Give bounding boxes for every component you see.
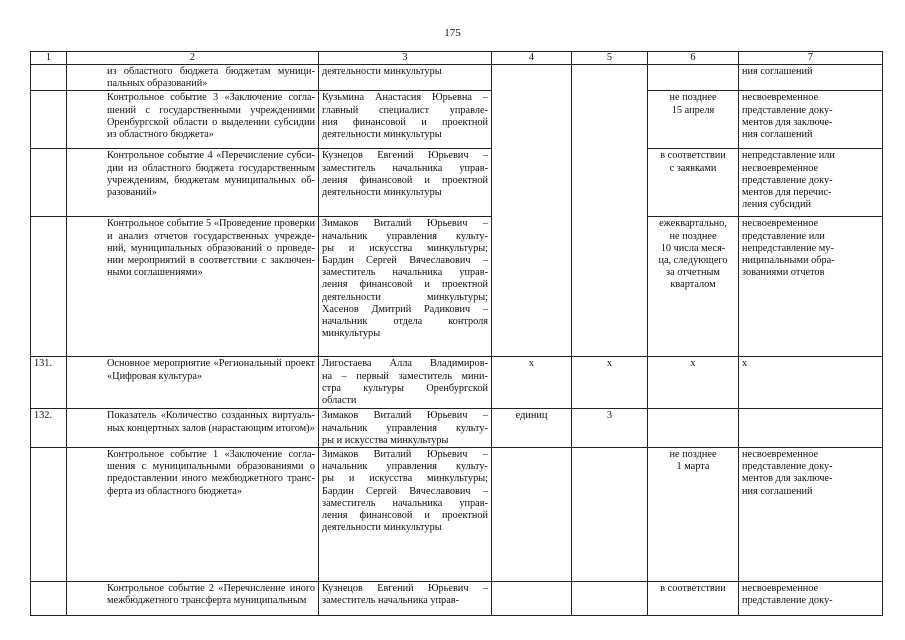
- risk-cell: [739, 448, 883, 582]
- activity-table: [30, 51, 883, 616]
- cell-line: ниципальными обра-: [742, 255, 835, 267]
- cell-line: представление доку-: [742, 595, 833, 607]
- cell-line: ления финансовой и проектной: [322, 174, 488, 186]
- cell-line: ния соглашений: [742, 485, 813, 497]
- responsible-cell: [319, 91, 492, 149]
- unit-cell: [492, 409, 572, 448]
- unit-cell: [492, 217, 572, 357]
- cell-line: Лигостаева Алла Владимиров-: [322, 358, 488, 370]
- table-row: [31, 448, 883, 582]
- cell-line: представление доку-: [742, 461, 833, 473]
- risk-cell: [739, 217, 883, 357]
- cell-line: не позднее: [669, 230, 717, 242]
- cell-line: шений с государственными учреждениями: [107, 104, 315, 116]
- cell-line: ры и искусства минкультуры;: [322, 242, 488, 254]
- cell-line: дии из областного бюджета государственным: [107, 162, 315, 174]
- cell-line: 1 марта: [676, 461, 710, 473]
- cell-line: непредставление му-: [742, 242, 834, 254]
- cell-line: начальник управления культу-: [322, 230, 488, 242]
- unit-cell: [492, 149, 572, 217]
- cell-line: ний, муниципальных образований о проведе-: [107, 242, 315, 254]
- cell-line: единиц: [515, 410, 548, 422]
- cell-line: области: [322, 395, 357, 407]
- table-row: [31, 357, 883, 409]
- description-cell: [67, 582, 319, 616]
- cell-line: ежеквартально,: [659, 218, 727, 230]
- number-cell: [31, 65, 67, 91]
- number-cell: [31, 217, 67, 357]
- cell-line: учреждениям, бюджетам муниципальных об-: [107, 174, 315, 186]
- unit-cell: [492, 357, 572, 409]
- deadline-cell: [648, 65, 739, 91]
- cell-line: не позднее: [669, 449, 717, 461]
- responsible-cell: [319, 217, 492, 357]
- header-col-4: 4: [492, 52, 572, 65]
- cell-line: минкультуры: [322, 328, 381, 340]
- cell-line: ры и искусства минкультуры;: [322, 473, 488, 485]
- cell-line: ментов для заключе-: [742, 116, 833, 128]
- cell-line: деятельности минкультуры: [322, 129, 442, 141]
- cell-line: главный специалист управле-: [322, 104, 488, 116]
- cell-line: ными соглашениями»: [107, 267, 203, 279]
- cell-line: представление доку-: [742, 174, 833, 186]
- cell-line: Кузьмина Анастасия Юрьевна –: [322, 92, 488, 104]
- table-row: [31, 91, 883, 149]
- page-number: 175: [444, 27, 461, 39]
- description-cell: [67, 357, 319, 409]
- header-row: [31, 52, 883, 65]
- cell-line: деятельности минкультуры;: [322, 291, 488, 303]
- deadline-cell: [648, 91, 739, 149]
- table-row: [31, 582, 883, 616]
- responsible-cell: [319, 409, 492, 448]
- cell-line: Контрольное событие 4 «Перечисление субси-: [107, 150, 315, 162]
- risk-cell: [739, 582, 883, 616]
- responsible-cell: [319, 149, 492, 217]
- cell-line: деятельности минкультуры: [322, 66, 442, 77]
- deadline-cell: [648, 217, 739, 357]
- table-row: [31, 65, 883, 91]
- deadline-cell: [648, 582, 739, 616]
- cell-line: заместитель начальника управ-: [322, 162, 488, 174]
- cell-line: Контрольное событие 3 «Заключение согла-: [107, 92, 315, 104]
- value-cell: [572, 582, 648, 616]
- unit-cell: [492, 91, 572, 149]
- number-cell: [31, 582, 67, 616]
- header-col-6: 6: [648, 52, 739, 65]
- cell-line: из областного бюджета бюджетам муници-: [107, 66, 315, 77]
- cell-line: «Цифровая культура»: [107, 370, 203, 382]
- description-cell: [67, 91, 319, 149]
- cell-line: нии мероприятий в соответствии с заключен-: [107, 255, 315, 267]
- value-cell: [572, 65, 648, 91]
- value-cell: [572, 91, 648, 149]
- cell-line: шения с муниципальными образованиями о: [107, 461, 315, 473]
- deadline-cell: [648, 149, 739, 217]
- cell-line: x: [742, 358, 748, 370]
- cell-line: в соответствии: [660, 150, 726, 162]
- cell-line: x: [690, 358, 696, 370]
- header-col-5: 5: [572, 52, 648, 65]
- cell-line: начальник управления культу-: [322, 422, 488, 434]
- cell-line: ментов для перечис-: [742, 187, 832, 199]
- value-cell: [572, 409, 648, 448]
- value-cell: [572, 217, 648, 357]
- cell-line: x: [528, 358, 535, 370]
- cell-line: несвоевременное: [742, 583, 819, 595]
- cell-line: несвоевременное: [742, 449, 819, 461]
- cell-line: Основное мероприятие «Региональный проект: [107, 358, 315, 370]
- responsible-cell: [319, 357, 492, 409]
- cell-line: представление или: [742, 230, 825, 242]
- cell-line: пальных образований»: [107, 78, 208, 90]
- header-col-1: 1: [31, 52, 67, 65]
- description-cell: [67, 65, 319, 91]
- cell-line: Кузнецов Евгений Юрьевич –: [322, 583, 488, 595]
- cell-line: и анализ отчетов государственных учрежде-: [107, 230, 315, 242]
- cell-line: предоставлении иного межбюджетного транс-: [107, 473, 315, 485]
- description-cell: [67, 149, 319, 217]
- cell-line: ных концертных залов (нарастающим итогом)»: [107, 422, 315, 434]
- cell-line: непредставление или: [742, 150, 835, 162]
- cell-line: 10 числа меся-: [660, 242, 726, 254]
- cell-line: начальник управления культу-: [322, 461, 488, 473]
- value-cell: [572, 357, 648, 409]
- cell-line: Хасенов Дмитрий Радикович –: [322, 303, 488, 315]
- cell-line: Оренбургской области о выделении субсидии: [107, 116, 315, 128]
- header-col-3: 3: [319, 52, 492, 65]
- cell-line: Зимаков Виталий Юрьевич –: [322, 218, 488, 230]
- cell-line: заместитель начальника управ-: [322, 595, 460, 607]
- responsible-cell: [319, 582, 492, 616]
- value-cell: [572, 448, 648, 582]
- cell-line: в соответствии: [660, 583, 726, 595]
- cell-line: за отчетным: [666, 267, 720, 279]
- cell-line: зованиями отчетов: [742, 267, 825, 279]
- cell-line: из областного бюджета»: [107, 129, 214, 141]
- header-col-7: 7: [739, 52, 883, 65]
- cell-line: Зимаков Виталий Юрьевич –: [322, 449, 488, 461]
- unit-cell: [492, 582, 572, 616]
- cell-line: кварталом: [670, 279, 716, 291]
- cell-line: 3: [606, 410, 613, 422]
- cell-line: Контрольное событие 5 «Проведение проверки: [107, 218, 315, 230]
- risk-cell: [739, 149, 883, 217]
- cell-line: ния финансовой и проектной: [322, 116, 488, 128]
- cell-line: ментов для заключе-: [742, 473, 833, 485]
- cell-line: не позднее: [669, 92, 717, 104]
- value-cell: [572, 149, 648, 217]
- cell-line: межбюджетного трансферта муниципальным: [107, 595, 307, 607]
- risk-cell: [739, 65, 883, 91]
- cell-line: Зимаков Виталий Юрьевич –: [322, 410, 488, 422]
- responsible-cell: [319, 448, 492, 582]
- responsible-cell: [319, 65, 492, 91]
- risk-cell: [739, 409, 883, 448]
- description-cell: [67, 409, 319, 448]
- cell-line: заместитель начальника управ-: [322, 267, 488, 279]
- cell-line: Контрольное событие 2 «Перечисление иного: [107, 583, 315, 595]
- cell-line: несвоевременное: [742, 218, 819, 230]
- cell-line: ца, следующего: [658, 255, 728, 267]
- cell-line: деятельности минкультуры: [322, 187, 442, 199]
- description-cell: [67, 448, 319, 582]
- cell-line: ления финансовой и проектной: [322, 279, 488, 291]
- number-cell: [31, 448, 67, 582]
- number-cell: [31, 149, 67, 217]
- cell-line: заместитель начальника управ-: [322, 497, 488, 509]
- cell-line: несвоевременное: [742, 162, 819, 174]
- cell-line: представление доку-: [742, 104, 833, 116]
- cell-line: с заявками: [669, 162, 717, 174]
- unit-cell: [492, 65, 572, 91]
- table-row: [31, 409, 883, 448]
- number-cell: [31, 91, 67, 149]
- deadline-cell: [648, 409, 739, 448]
- deadline-cell: [648, 448, 739, 582]
- cell-line: ферта из областного бюджета»: [107, 485, 242, 497]
- cell-line: деятельности минкультуры: [322, 522, 442, 534]
- number-cell: 132.: [31, 409, 67, 448]
- cell-line: Показатель «Количество созданных виртуаль-: [107, 410, 315, 422]
- number-cell: 131.: [31, 357, 67, 409]
- unit-cell: [492, 448, 572, 582]
- cell-line: Контрольное событие 1 «Заключение согла-: [107, 449, 315, 461]
- risk-cell: [739, 91, 883, 149]
- cell-line: разований»: [107, 187, 157, 199]
- cell-line: ния соглашений: [742, 129, 813, 141]
- cell-line: ры и искусства минкультуры: [322, 434, 449, 446]
- cell-line: ления субсидий: [742, 199, 812, 211]
- risk-cell: [739, 357, 883, 409]
- table-row: [31, 217, 883, 357]
- cell-line: Кузнецов Евгений Юрьевич –: [322, 150, 488, 162]
- cell-line: x: [606, 358, 613, 370]
- deadline-cell: [648, 357, 739, 409]
- cell-line: Бардин Сергей Вячеславович –: [322, 255, 488, 267]
- cell-line: стра культуры Оренбургской: [322, 382, 488, 394]
- cell-line: 15 апреля: [671, 104, 715, 116]
- description-cell: [67, 217, 319, 357]
- table-row: [31, 149, 883, 217]
- cell-line: Бардин Сергей Вячеславович –: [322, 485, 488, 497]
- header-col-2: 2: [67, 52, 319, 65]
- cell-line: начальник отдела контроля: [322, 316, 488, 328]
- cell-line: несвоевременное: [742, 92, 819, 104]
- cell-line: ления финансовой и проектной: [322, 510, 488, 522]
- cell-line: на – первый заместитель мини-: [322, 370, 488, 382]
- cell-line: ния соглашений: [742, 66, 813, 77]
